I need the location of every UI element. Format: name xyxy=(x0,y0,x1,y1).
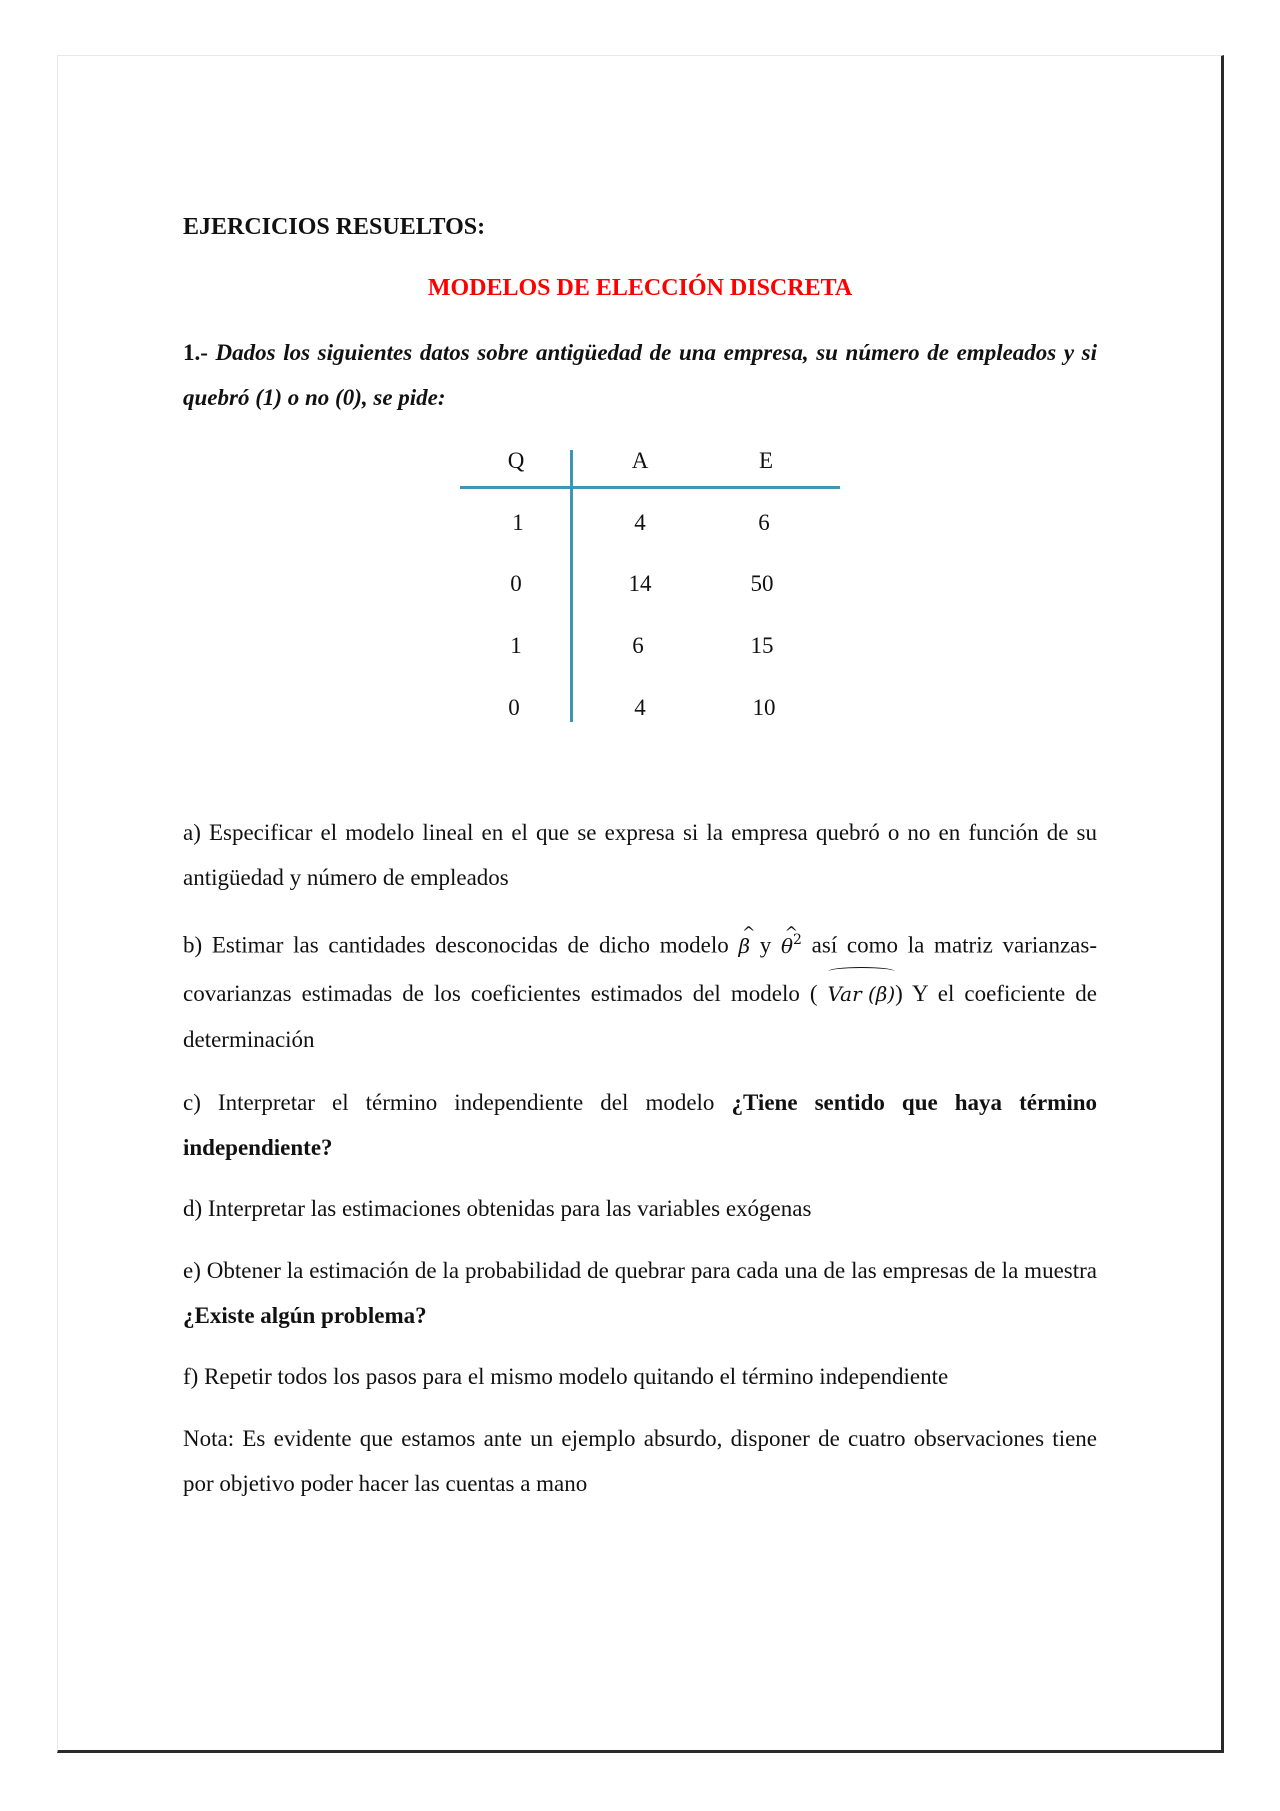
theta-hat-symbol: ^ θ xyxy=(781,924,793,969)
note: Nota: Es evidente que estamos ante un ejemplo absurdo, disponer de cuatro observaciones tiene por objetivo poder hacer las cuentas a mano xyxy=(183,1426,1097,1496)
data-table xyxy=(460,440,840,720)
page-heading: EJERCICIOS RESUELTOS: xyxy=(183,214,486,240)
table-cell: 1 xyxy=(510,633,522,658)
table-cell: 4 xyxy=(634,695,646,720)
var-beta-symbol: Var (β) xyxy=(828,969,896,1017)
table-column-rule xyxy=(570,450,573,722)
table-cell: 1 xyxy=(512,510,524,535)
table-cell: 15 xyxy=(750,633,774,658)
table-cell: 6 xyxy=(632,633,644,658)
table-cell: 10 xyxy=(752,695,776,720)
exercise-statement: Dados los siguientes datos sobre antigüedad de una empresa, su número de empleados y si quebró (1) o no (0), se pide: xyxy=(183,340,1098,410)
table-cell: 0 xyxy=(510,571,522,596)
item-b: b) Estimar las cantidades desconocidas de dicho modelo ^ β y ^ $\theta^2$ así como la matriz varianzas-covarianzas estimadas de los coeficientes estimados del modelo ( Var (β)) Y el coeficiente de determinación xyxy=(183,918,1097,1062)
header-q: Q xyxy=(507,448,525,473)
beta-hat-symbol: ^ β xyxy=(738,924,750,969)
item-a: a) Especificar el modelo lineal en el que se expresa si la empresa quebró o no en función de su antigüedad y número de empleados xyxy=(183,820,1097,890)
header-a: A xyxy=(631,448,649,473)
item-c: c) Interpretar el término independiente del modelo ¿Tiene sentido que haya término independiente? xyxy=(183,1090,1098,1160)
item-f: f) Repetir todos los pasos para el mismo modelo quitando el término independiente xyxy=(183,1364,949,1389)
table-cell: 50 xyxy=(750,571,774,596)
item-e: e) Obtener la estimación de la probabilidad de quebrar para cada una de las empresas de la muestra ¿Existe algún problema? xyxy=(183,1258,1097,1328)
exercise-intro xyxy=(183,330,1097,420)
item-d: d) Interpretar las estimaciones obtenidas para las variables exógenas xyxy=(183,1196,812,1221)
table-cell: 4 xyxy=(634,510,646,535)
table-cell: 14 xyxy=(628,571,652,596)
table-header-rule xyxy=(460,486,840,489)
exercise-number: 1.- xyxy=(183,340,208,365)
table-cell: 0 xyxy=(508,695,520,720)
table-cell: 6 xyxy=(758,510,770,535)
header-e: E xyxy=(758,448,774,473)
section-title: MODELOS DE ELECCIÓN DISCRETA xyxy=(427,275,853,301)
